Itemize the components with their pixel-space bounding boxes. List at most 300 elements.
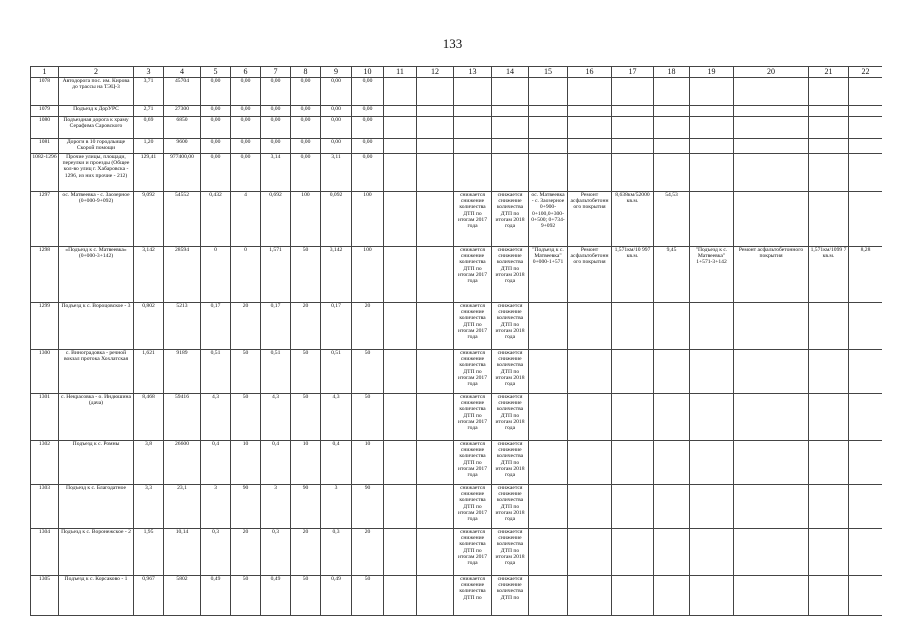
table-cell [612,117,654,139]
table-cell [654,106,690,117]
table-cell: 1,571км/1099 7 кв.м. [809,247,849,303]
table-cell: снижается снижение количества ДТП по итогам 2017 года [454,303,492,350]
table-cell: Подъезд к ДорУРС [59,106,134,117]
table-cell: 20 [291,529,321,576]
table-cell [454,139,492,154]
table-cell: Подъезд к с. Ромны [59,441,134,485]
table-cell [849,117,883,139]
table-cell [690,78,734,106]
table-cell: Ремонт асфальтобетонн ого покрытия [568,192,612,247]
table-cell [690,303,734,350]
column-header: 19 [690,67,734,78]
table-cell: 50 [291,247,321,303]
table-row [31,576,883,616]
table-cell: 0,00 [201,117,231,139]
table-cell: 0,00 [291,106,321,117]
table-cell: 10 [291,441,321,485]
table-cell [612,529,654,576]
table-cell: 100 [291,192,321,247]
table-cell [809,485,849,529]
table-cell [654,394,690,441]
table-cell: снижается снижение количества ДТП по итогам 2017 года [454,192,492,247]
table-cell: 0,00 [201,106,231,117]
table-cell: 0,00 [352,117,384,139]
table-cell: 1303 [31,485,59,529]
table-cell [454,117,492,139]
table-cell: 3 [201,485,231,529]
column-header: 7 [261,67,291,78]
table-cell [612,78,654,106]
table-cell: 1302 [31,441,59,485]
table-cell [654,139,690,154]
table-cell [384,106,417,117]
table-cell [529,350,568,394]
table-cell [734,576,809,616]
table-cell [849,485,883,529]
table-cell [568,106,612,117]
table-cell [529,485,568,529]
table-cell [654,154,690,192]
column-header: 18 [654,67,690,78]
table-cell [529,576,568,616]
table-container [30,66,882,640]
table-row [31,441,883,485]
table-cell: 0,00 [231,106,261,117]
table-cell [809,441,849,485]
table-cell: 0,3 [321,529,352,576]
table-cell [384,78,417,106]
table-cell: 20 [231,529,261,576]
table-cell [809,78,849,106]
table-cell [492,139,529,154]
table-cell: 0,51 [321,350,352,394]
table-cell [654,441,690,485]
table-cell: 50 [291,350,321,394]
table-cell: 0,00 [291,117,321,139]
table-cell [529,139,568,154]
table-cell: 90 [352,485,384,529]
table-cell [417,350,454,394]
table-cell [384,350,417,394]
table-cell [384,485,417,529]
table-cell: 0,00 [321,117,352,139]
table-cell [417,441,454,485]
table-cell [529,106,568,117]
table-cell: 90 [291,485,321,529]
table-cell [734,154,809,192]
table-cell [417,154,454,192]
table-cell [849,303,883,350]
table-cell: 0 [201,247,231,303]
table-cell [809,529,849,576]
table-cell [734,106,809,117]
table-cell [384,139,417,154]
table-cell [384,394,417,441]
table-cell [417,247,454,303]
table-cell: 0,00 [231,139,261,154]
table-cell: 0,00 [261,106,291,117]
column-header: 12 [417,67,454,78]
table-cell: 1297 [31,192,59,247]
table-cell: 9,092 [134,192,164,247]
table-cell [612,350,654,394]
table-row [31,106,883,117]
table-cell: 4,3 [261,394,291,441]
table-cell [654,117,690,139]
table-cell: 0,3 [261,529,291,576]
table-row [31,529,883,576]
table-cell: 20 [291,303,321,350]
table-cell: 1299 [31,303,59,350]
table-cell [568,139,612,154]
table-cell: 1,621 [134,350,164,394]
table-cell: 0,49 [261,576,291,616]
table-cell: 1082-1296 [31,154,59,192]
table-cell: 8,638км/52000 кв.м. [612,192,654,247]
table-cell: 0,49 [201,576,231,616]
table-cell [529,117,568,139]
table-cell: 0,00 [291,154,321,192]
table-cell: 129,41 [134,154,164,192]
table-row [31,350,883,394]
table-cell: 0,17 [201,303,231,350]
table-cell [849,529,883,576]
table-cell [529,394,568,441]
table-cell [568,576,612,616]
table-cell: 59416 [164,394,201,441]
table-cell: 0,692 [261,192,291,247]
table-cell [849,154,883,192]
table-cell [417,78,454,106]
table-cell: 3,71 [134,78,164,106]
table-cell: 0,00 [291,78,321,106]
table-cell [654,350,690,394]
table-row [31,139,883,154]
table-cell [492,117,529,139]
table-cell [417,117,454,139]
table-cell [454,78,492,106]
table-cell: 0,00 [201,78,231,106]
table-cell: 0,00 [291,139,321,154]
table-cell [849,139,883,154]
column-header: 2 [59,67,134,78]
table-cell [734,350,809,394]
table-body [31,78,883,616]
table-cell: 8,28 [849,247,883,303]
table-cell: снижается снижение количества ДТП по [492,576,529,616]
table-cell [690,394,734,441]
table-cell: 0 [231,247,261,303]
table-cell: 50 [352,576,384,616]
table-cell: 0,00 [352,78,384,106]
table-cell: «Подъезд к с. Матвеевка» (0+000-3+142) [59,247,134,303]
table-cell: снижается снижение количества ДТП по итогам 2018 года [492,529,529,576]
table-cell [384,303,417,350]
table-cell: 0,092 [321,192,352,247]
table-cell: 50 [352,350,384,394]
table-cell: 1304 [31,529,59,576]
table-cell: ос. Матвеевка - с. Заозерное (0+000-9+092) [59,192,134,247]
table-cell: Дороги в 10 городльище Скорой помощи [59,139,134,154]
column-header: 16 [568,67,612,78]
table-cell [809,154,849,192]
table-cell: снижается снижение количества ДТП по итогам 2018 года [492,394,529,441]
table-cell: 0,4 [201,441,231,485]
column-header: 8 [291,67,321,78]
table-cell [690,350,734,394]
column-header: 6 [231,67,261,78]
table-cell [568,154,612,192]
table-cell: 0,802 [134,303,164,350]
table-cell [612,441,654,485]
table-cell: 28594 [164,247,201,303]
table-cell: ос. Матвеевка - с. Заозерное 0+900-0+100,0+300-0+500; 0+734-9+092 [529,192,568,247]
table-cell [849,576,883,616]
table-cell: Подъезд к с. Благодатное [59,485,134,529]
table-cell [612,576,654,616]
table-cell [384,441,417,485]
table-cell: 23,1 [164,485,201,529]
table-cell [529,441,568,485]
table-cell: 20 [352,303,384,350]
table-cell [612,485,654,529]
table-cell [417,303,454,350]
table-cell: снижается снижение количества ДТП по итогам 2018 года [492,303,529,350]
table-cell: снижается снижение количества ДТП по итогам 2017 года [454,485,492,529]
table-cell [809,117,849,139]
table-cell: 10 [352,441,384,485]
table-cell: 0,4 [321,441,352,485]
table-row [31,394,883,441]
table-cell: "Подъезд к с. Матвеевка" 1+571-3+142 [690,247,734,303]
table-cell [529,529,568,576]
header-row [31,67,883,78]
table-cell [690,485,734,529]
table-cell: Автодорога пос. им. Кирова до трассы на ТЭЦ-3 [59,78,134,106]
table-cell: 0,00 [231,78,261,106]
table-cell: 8,468 [134,394,164,441]
table-cell: снижается снижение количества ДТП по итогам 2018 года [492,247,529,303]
table-cell: 10,14 [164,529,201,576]
table-cell: 0,00 [261,117,291,139]
table-cell: 45704 [164,78,201,106]
table-cell: 10 [231,441,261,485]
table-row [31,154,883,192]
table-cell: 0,00 [231,117,261,139]
table-cell [849,106,883,117]
table-cell: 6850 [164,117,201,139]
table-cell: 0,51 [201,350,231,394]
table-cell [690,117,734,139]
table-cell: Ремонт асфальтобетонн ого покрытия [568,247,612,303]
table-cell [492,106,529,117]
table-cell [384,247,417,303]
table-cell: 50 [231,394,261,441]
table-cell: 3 [321,485,352,529]
table-cell [417,529,454,576]
column-header: 17 [612,67,654,78]
table-cell: 0,49 [321,576,352,616]
table-cell [612,154,654,192]
table-cell: 1301 [31,394,59,441]
table-cell [612,139,654,154]
table-cell [734,139,809,154]
table-cell: 0,00 [201,154,231,192]
table-cell [568,529,612,576]
table-cell [529,78,568,106]
table-cell [454,106,492,117]
table-cell [690,529,734,576]
table-cell [568,117,612,139]
table-cell: 100 [352,247,384,303]
table-cell [690,441,734,485]
table-cell: 3,142 [134,247,164,303]
table-cell [690,106,734,117]
column-header: 10 [352,67,384,78]
table-cell: 3,14 [261,154,291,192]
table-cell [849,350,883,394]
table-cell: снижается снижение количества ДТП по итогам 2017 года [454,350,492,394]
table-cell [612,106,654,117]
table-cell: 1300 [31,350,59,394]
column-header: 11 [384,67,417,78]
table-cell: 26600 [164,441,201,485]
table-cell: 0,00 [231,154,261,192]
table-cell [809,394,849,441]
table-cell: "Подъезд к с. Матвеевка" 0+000-1+571 [529,247,568,303]
table-cell [654,78,690,106]
table-cell: 0,00 [261,139,291,154]
table-cell [734,192,809,247]
table-cell: 0,17 [261,303,291,350]
column-header: 5 [201,67,231,78]
table-cell: 20 [352,529,384,576]
table-cell [417,394,454,441]
table-cell [654,576,690,616]
table-cell [417,485,454,529]
table-cell: 54552 [164,192,201,247]
table-cell [568,394,612,441]
table-cell: Подъезд к с. Воронежское - 2 [59,529,134,576]
table-cell: с. Некрасовка - о. Индюшина (дача) [59,394,134,441]
table-cell [654,303,690,350]
road-data-table [30,66,882,616]
table-cell: 3,8 [134,441,164,485]
table-cell [809,303,849,350]
table-cell: Подъезд к с. Вороцовское - 3 [59,303,134,350]
table-cell: 977400,00 [164,154,201,192]
table-cell [612,394,654,441]
table-cell [654,529,690,576]
table-cell: 54,53 [654,192,690,247]
table-cell: 50 [291,394,321,441]
table-cell: 0,51 [261,350,291,394]
table-cell [809,106,849,117]
table-cell [384,154,417,192]
table-row [31,485,883,529]
column-header: 20 [734,67,809,78]
table-cell: снижается снижение количества ДТП по [454,576,492,616]
table-cell: 0,00 [321,106,352,117]
table-cell [809,350,849,394]
table-cell: снижается снижение количества ДТП по итогам 2018 года [492,192,529,247]
table-cell [654,485,690,529]
column-header: 14 [492,67,529,78]
table-cell: 27300 [164,106,201,117]
table-cell [529,154,568,192]
column-header: 13 [454,67,492,78]
table-cell: 0,00 [352,154,384,192]
table-cell [492,154,529,192]
table-cell: 4,3 [321,394,352,441]
table-cell: 1080 [31,117,59,139]
column-header: 1 [31,67,59,78]
table-cell [690,192,734,247]
table-cell: 3,11 [321,154,352,192]
table-cell: 0,69 [134,117,164,139]
table-cell: с. Виноградовка - речной вокзал протока Хохлатская [59,350,134,394]
table-cell: 50 [231,350,261,394]
table-cell: Прочие улицы, площади, переулки и проезды (Общее кол-во улиц г. Хабаровска - 1296, из них прочие - 212) [59,154,134,192]
table-cell: снижается снижение количества ДТП по итогам 2018 года [492,485,529,529]
table-cell: 20 [231,303,261,350]
table-cell: снижается снижение количества ДТП по итогам 2018 года [492,441,529,485]
table-cell [849,441,883,485]
table-cell: 4,3 [201,394,231,441]
table-cell: Ремонт асфальтобетонного покрытия [734,247,809,303]
column-header: 21 [809,67,849,78]
table-cell [734,441,809,485]
table-cell: 50 [291,576,321,616]
table-cell: 1078 [31,78,59,106]
table-cell [612,303,654,350]
table-cell: 0,967 [134,576,164,616]
table-cell: 0,00 [201,139,231,154]
table-cell: 5802 [164,576,201,616]
table-cell: 1305 [31,576,59,616]
table-cell [734,303,809,350]
table-cell: 1079 [31,106,59,117]
table-cell: снижается снижение количества ДТП по итогам 2017 года [454,247,492,303]
table-cell: 50 [231,576,261,616]
table-cell [529,303,568,350]
table-cell [690,154,734,192]
table-cell: 1298 [31,247,59,303]
page-number: 133 [442,36,463,51]
table-cell: 2,71 [134,106,164,117]
table-cell: 0,00 [321,139,352,154]
table-cell [690,576,734,616]
table-cell [417,106,454,117]
table-cell [734,529,809,576]
column-header: 22 [849,67,883,78]
table-cell: 1,20 [134,139,164,154]
column-header: 15 [529,67,568,78]
table-cell: 50 [352,394,384,441]
table-cell: 9,45 [654,247,690,303]
table-cell [809,576,849,616]
table-cell [568,303,612,350]
table-row [31,78,883,106]
table-row [31,247,883,303]
table-row [31,303,883,350]
table-cell: 3,3 [134,485,164,529]
table-cell: 3,142 [321,247,352,303]
table-cell [384,576,417,616]
table-cell: 9189 [164,350,201,394]
table-cell: 0,17 [321,303,352,350]
table-cell [734,117,809,139]
